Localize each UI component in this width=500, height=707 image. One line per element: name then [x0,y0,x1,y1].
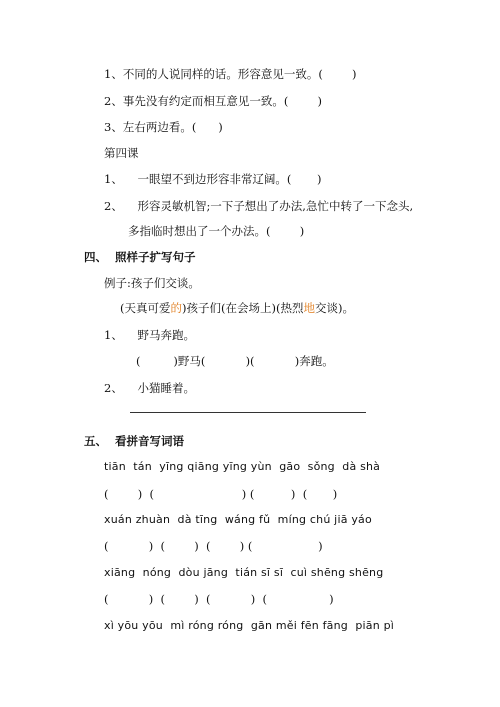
blanks-row-1: ( ) ( ) ( ) ( ) [104,487,338,501]
pinyin-row-3: xiāng nóng dòu jāng tián sī sī cuì shēng shēng [104,566,384,579]
example-label: 例子:孩子们交谈。 [104,276,200,290]
example-part-a: (天真可爱 [120,301,171,315]
section-4-question-2: 2、 小猫睡着。 [104,381,195,395]
lesson-4-title: 第四课 [104,146,139,160]
section-4-heading: 四、 照样子扩写句子 [84,250,196,264]
section-4-question-1-fill: ( )野马( )( )奔跑。 [136,354,334,368]
example-part-e: 交谈)。 [314,301,354,315]
pinyin-row-1: tiān tán yīng qiāng yīng yùn gāo sǒng dà shà [104,460,381,473]
example-particle-de: 的 [170,301,182,315]
lesson-4-question-2-line-2: 多指临时想出了一个办法。( ) [128,224,305,238]
question-3: 3、左右两边看。( ) [104,120,223,134]
example-part-c: )孩子们(在会场上)(热烈 [182,301,304,315]
section-4-question-1: 1、 野马奔跑。 [104,328,195,342]
example-sentence [120,300,354,316]
lesson-4-question-2-line-1: 2、 形容灵敏机智;一下子想出了办法,急忙中转了一下念头, [104,199,414,213]
answer-line[interactable] [130,412,366,413]
blanks-row-2: ( ) ( ) ( ) ( ) [104,539,323,553]
pinyin-row-2: xuán zhuàn dà tīng wáng fǔ míng chú jiā yáo [104,513,372,526]
blanks-row-3: ( ) ( ) ( ) ( ) [104,592,334,606]
example-particle-di: 地 [303,301,315,315]
pinyin-row-4: xì yōu yōu mì róng róng gān měi fēn fāng piān pì [104,619,395,632]
section-5-heading: 五、 看拼音写词语 [84,434,185,448]
question-2: 2、事先没有约定而相互意见一致。( ) [104,94,323,108]
lesson-4-question-1: 1、 一眼望不到边形容非常辽阔。( ) [104,172,322,186]
question-1: 1、不同的人说同样的话。形容意见一致。( ) [104,67,357,81]
